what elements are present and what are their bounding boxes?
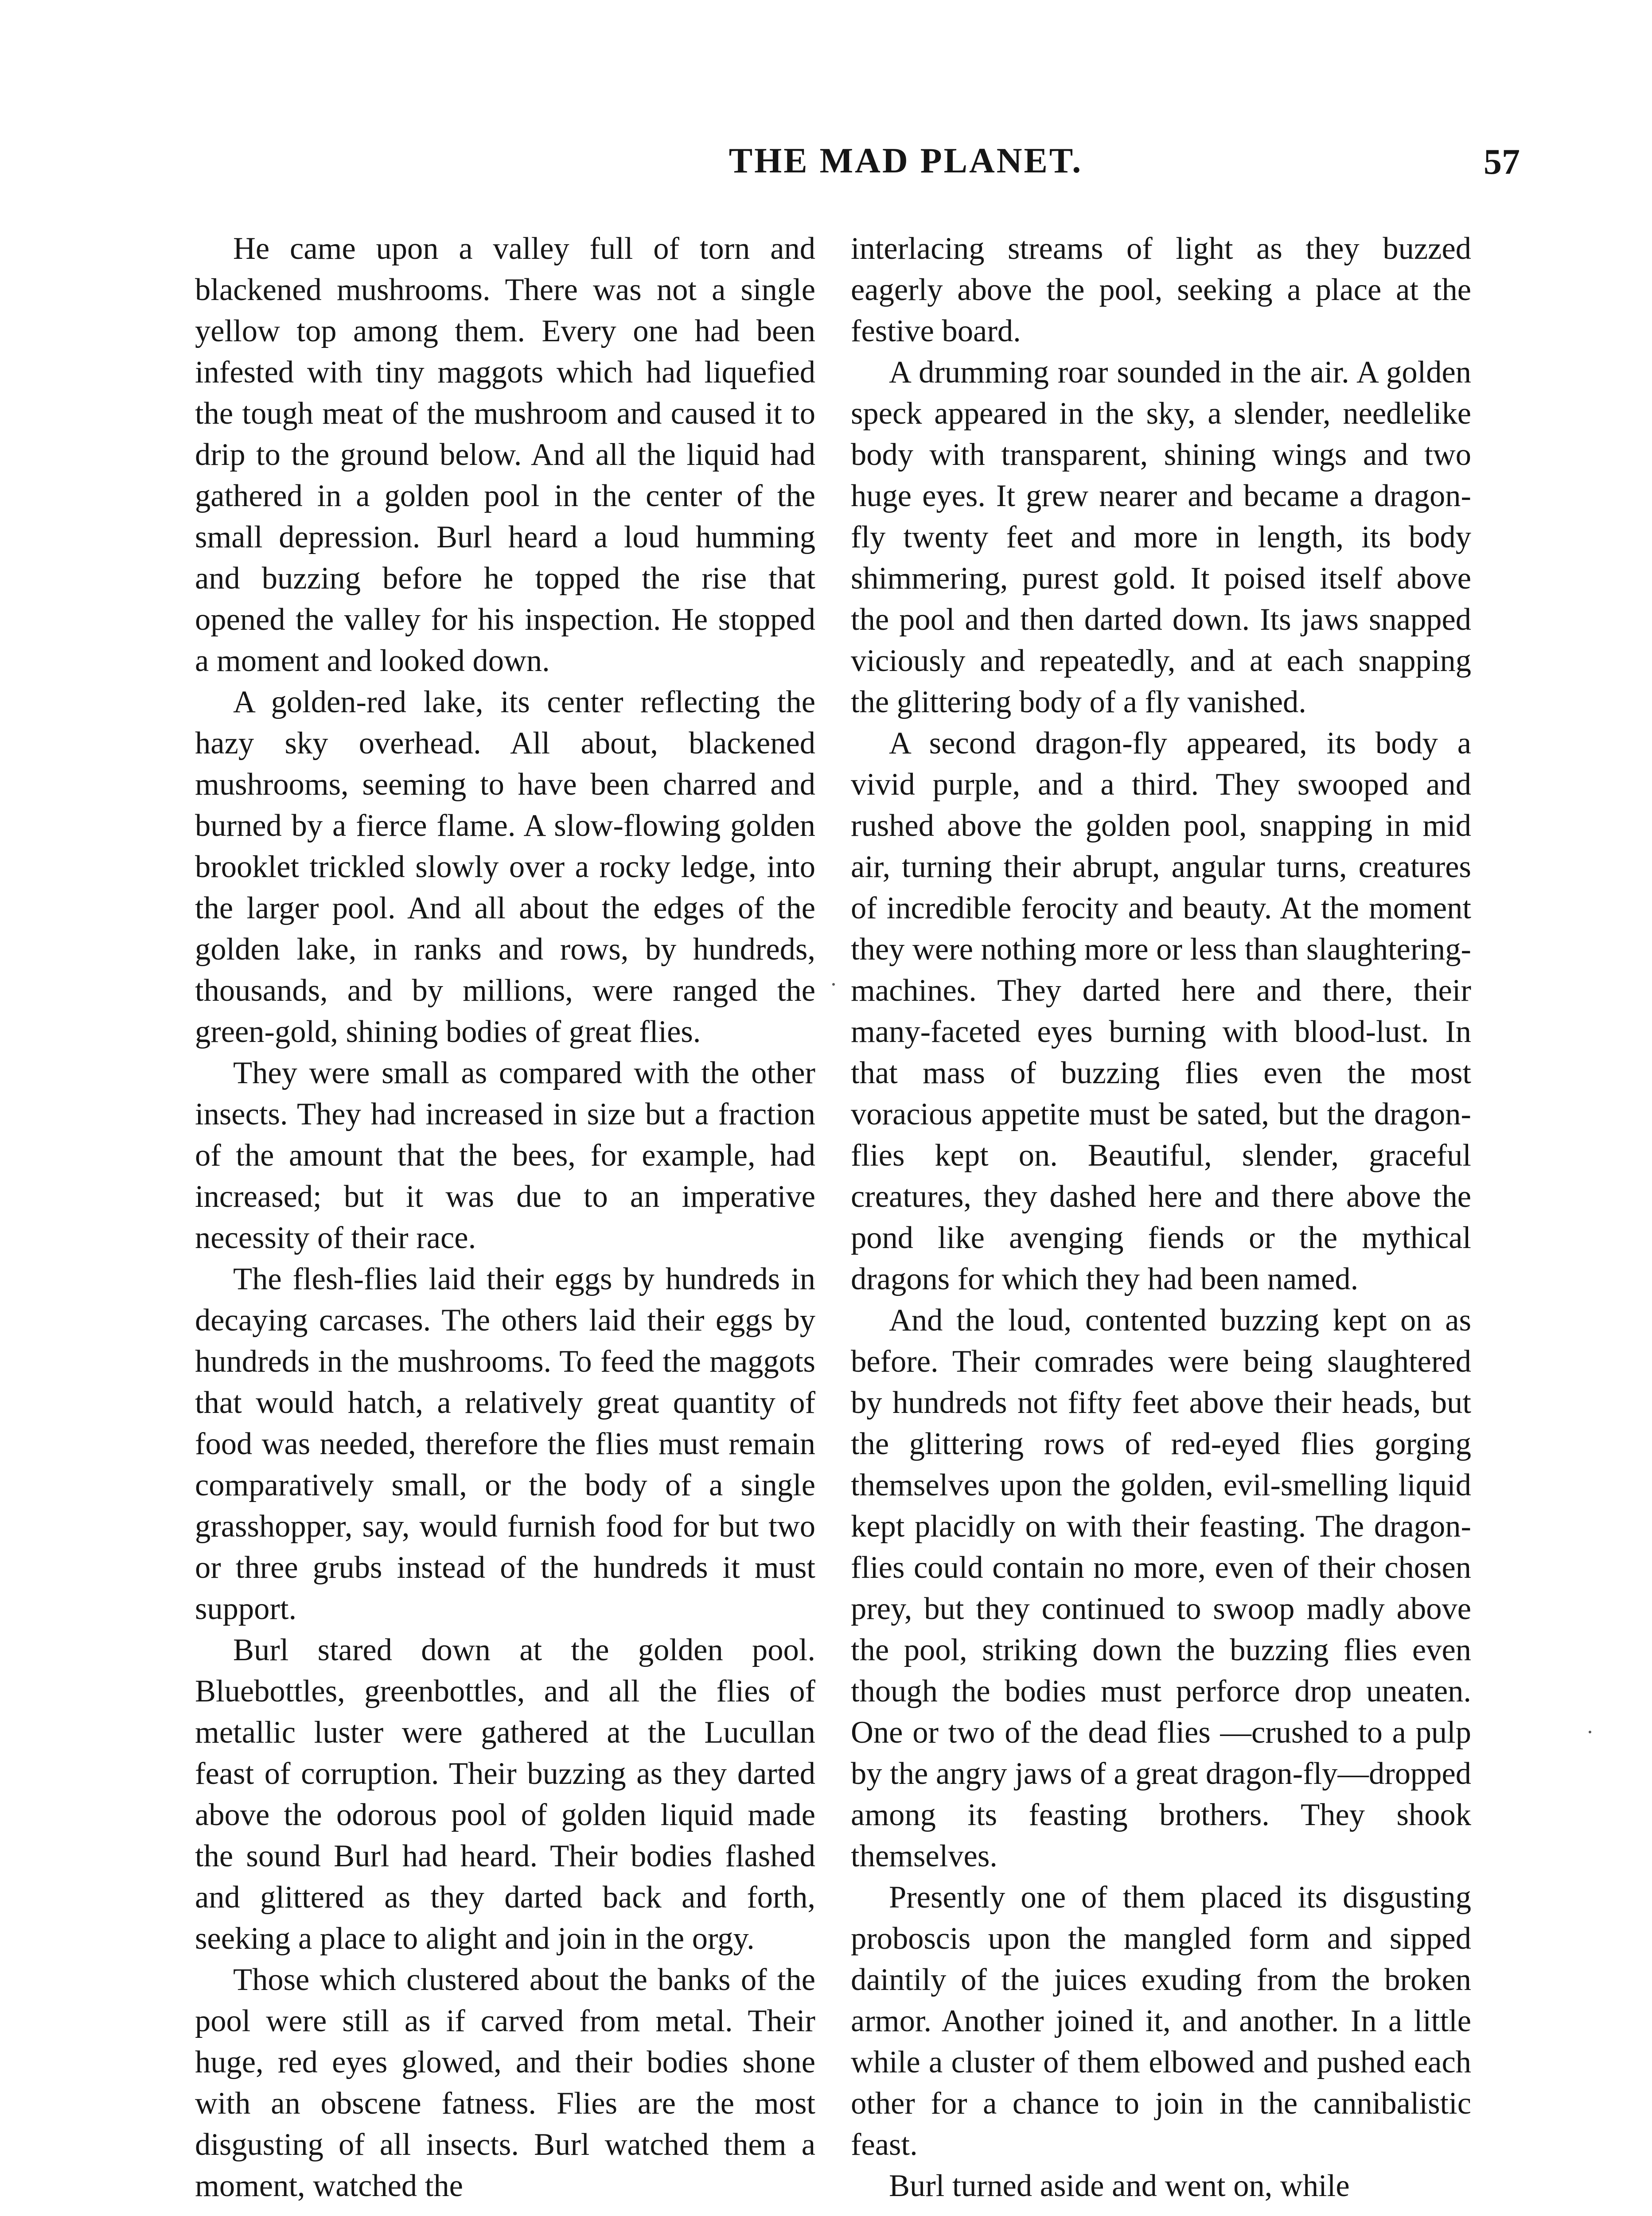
paragraph-continued: interlacing streams of light as they buzzed eagerly above the pool, seeking a place at the festive board. <box>851 231 1471 348</box>
print-speck <box>832 983 835 986</box>
paragraph: He came upon a valley full of torn and blackened mushrooms. There was not a single yellow top among them. Every one had been infested with tiny maggots which had liquefied the tough meat of the mushroom and caused it to drip to the ground below. And all the liquid had gathered in a golden pool in the center of the small depression. Burl heard a loud humming and buzzing before he topped the rise that opened the valley for his inspection. He stopped a moment and looked down. <box>195 231 815 678</box>
print-speck <box>1589 1731 1591 1733</box>
paragraph: Those which clustered about the banks of the pool were still as if carved from metal. Their huge, red eyes glowed, and their bodies shone with an obscene fatness. Flies are the most disgusting of all insects. Burl watched them a moment, watched the <box>195 1962 815 2203</box>
paragraph: The flesh-flies laid their eggs by hundreds in decaying carcases. The others laid their eggs by hundreds in the mushrooms. To feed the maggots that would hatch, a relatively great quantity of food was needed, therefore the flies must remain comparatively small, or the body of a single grasshopper, say, would furnish food for but two or three grubs instead of the hundreds it must support. <box>195 1262 815 1626</box>
paragraph: And the loud, contented buzzing kept on as before. Their comrades were being slaughtered by hundreds not fifty feet above their heads, but the glittering rows of red-eyed flies gorging themselves upon the golden, evil-smelling liquid kept placidly on with their feasting. The dragon-flies could contain no more, even of their chosen prey, but they continued to swoop madly above the pool, striking down the buzzing flies even though the bodies must perforce drop uneaten. One or two of the dead flies —crushed to a pulp by the angry jaws of a great dragon-fly—dropped among its feasting brothers. They shook themselves. <box>851 1303 1471 1873</box>
paragraph: They were small as compared with the other insects. They had increased in size but a fraction of the amount that the bees, for example, had increased; but it was due to an imperative necessity of their race. <box>195 1056 815 1255</box>
paragraph: Burl turned aside and went on, while <box>889 2169 1350 2203</box>
paragraph: A second dragon-fly appeared, its body a vivid purple, and a third. They swooped and rushed above the golden pool, snapping in mid air, turning their abrupt, angular turns, creatures of incredible ferocity and beauty. At the moment they were nothing more or less than slaughtering-machines. They darted here and there, their many-faceted eyes burning with blood-lust. In that mass of buzzing flies even the most voracious appetite must be sated, but the dragon-flies kept on. Beautiful, slender, graceful creatures, they dashed here and there above the pond like avenging fiends or the mythical dragons for which they had been named. <box>851 726 1471 1296</box>
paragraph: A drumming roar sounded in the air. A golden speck appeared in the sky, a slender, needlelike body with transparent, shining wings and two huge eyes. It grew nearer and became a dragon-fly twenty feet and more in length, its body shimmering, purest gold. It poised itself above the pool and then darted down. Its jaws snapped viciously and repeatedly, and at each snapping the glittering body of a fly vanished. <box>851 355 1471 719</box>
page-header <box>0 141 1652 190</box>
running-title: THE MAD PLANET. <box>729 141 1083 180</box>
page-number: 57 <box>1484 141 1520 182</box>
left-column <box>195 228 815 2207</box>
paragraph: Burl stared down at the golden pool. Bluebottles, greenbottles, and all the flies of metallic luster were gathered at the Lucullan feast of corruption. Their buzzing as they darted above the odorous pool of golden liquid made the sound Burl had heard. Their bodies flashed and glittered as they darted back and forth, seeking a place to alight and join in the orgy. <box>195 1633 815 1956</box>
right-column <box>851 228 1471 2207</box>
paragraph: Presently one of them placed its disgusting proboscis upon the mangled form and sipped daintily of the juices exuding from the broken armor. Another joined it, and another. In a little while a cluster of them elbowed and pushed each other for a chance to join in the cannibalistic feast. <box>851 1880 1471 2162</box>
paragraph: A golden-red lake, its center reflecting the hazy sky overhead. All about, blackened mushrooms, seeming to have been charred and burned by a fierce flame. A slow-flowing golden brooklet trickled slowly over a rocky ledge, into the larger pool. And all about the edges of the golden lake, in ranks and rows, by hundreds, thousands, and by millions, were ranged the green-gold, shining bodies of great flies. <box>195 685 815 1049</box>
